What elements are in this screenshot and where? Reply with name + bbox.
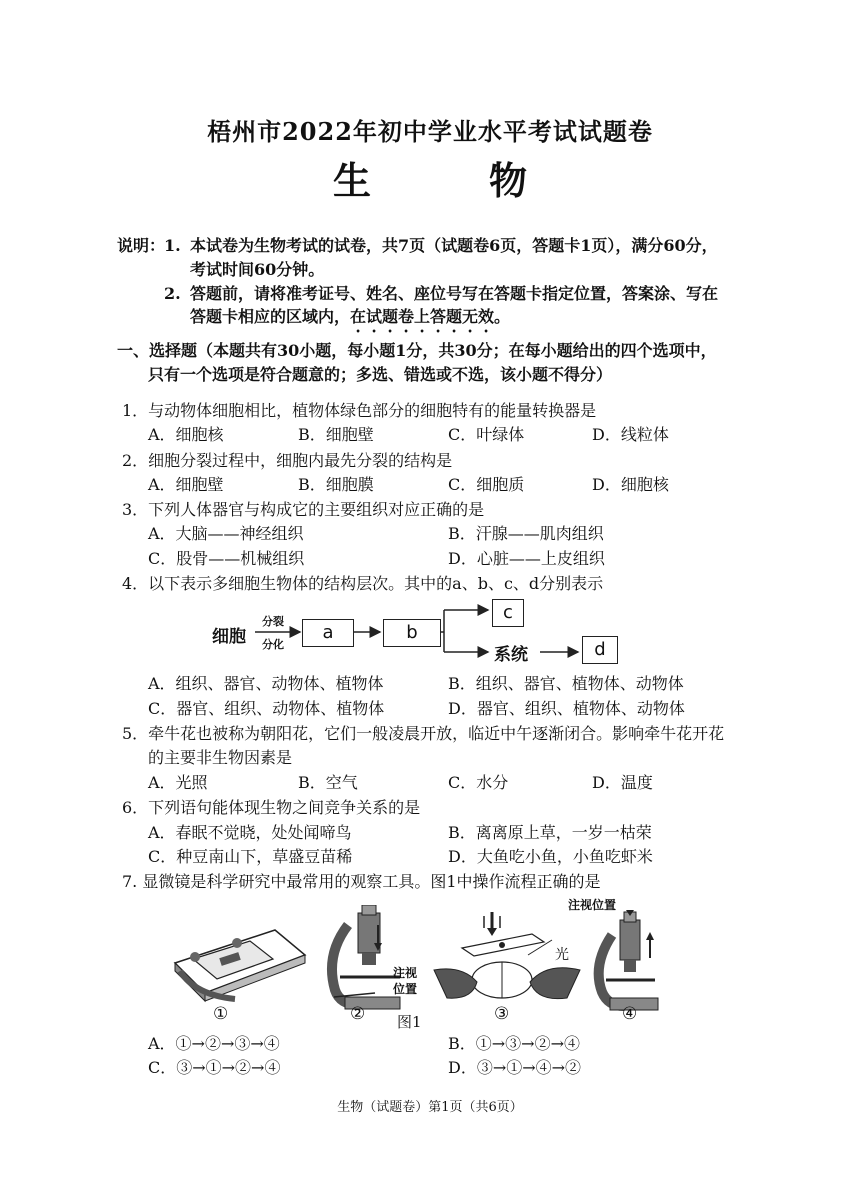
microscope-lowering-illustration bbox=[320, 905, 420, 1015]
note-2-emphasis: 在试题卷上答题无效 bbox=[350, 307, 495, 326]
note-2-label: 2. bbox=[164, 284, 181, 303]
note-2-line-1: 答题前，请将准考证号、姓名、座位号写在答题卡指定位置，答案涂、写在 bbox=[190, 284, 719, 303]
q3-option-a: A．大脑——神经组织 bbox=[148, 524, 304, 543]
page-footer: 生物（试题卷）第1页（共6页） bbox=[337, 1100, 523, 1115]
microscope-stage-illustration bbox=[165, 925, 310, 1005]
q2-option-c: C．细胞质 bbox=[448, 475, 525, 494]
q5-option-a: A．光照 bbox=[148, 773, 208, 792]
q7-option-d: D．③→①→④→② bbox=[448, 1058, 582, 1077]
figure-note-position: 位置 bbox=[393, 982, 418, 996]
q2-option-a: A．细胞壁 bbox=[148, 475, 224, 494]
diagram-start-cell: 细胞 bbox=[212, 627, 246, 647]
q2-option-b: B．细胞膜 bbox=[298, 475, 374, 494]
q4-option-b: B．组织、器官、植物体、动物体 bbox=[448, 674, 684, 693]
q3-option-b: B．汗腺——肌肉组织 bbox=[448, 524, 604, 543]
figure-caption: 图1 bbox=[397, 1013, 422, 1031]
q6-option-d: D．大鱼吃小鱼，小鱼吃虾米 bbox=[448, 847, 653, 866]
microscope-raising-illustration bbox=[590, 910, 665, 1015]
note-2-line-2a: 答题卡相应的区域内， bbox=[190, 307, 351, 326]
subject-title: 生 物 bbox=[332, 158, 567, 203]
note-1-label: 1. bbox=[164, 236, 181, 255]
q5-option-c: C．水分 bbox=[448, 773, 509, 792]
q4-option-d: D．器官、组织、植物体、动物体 bbox=[448, 699, 685, 718]
q6-option-c: C．种豆南山下，草盛豆苗稀 bbox=[148, 847, 353, 866]
diagram-box-a: a bbox=[302, 619, 354, 647]
question-1-stem: 1．与动物体细胞相比，植物体绿色部分的细胞特有的能量转换器是 bbox=[122, 401, 597, 420]
q1-option-c: C．叶绿体 bbox=[448, 425, 525, 444]
question-6-stem: 6．下列语句能体现生物之间竞争关系的是 bbox=[122, 798, 421, 817]
q5-option-d: D．温度 bbox=[592, 773, 653, 792]
q4-option-c: C．器官、组织、动物体、植物体 bbox=[148, 699, 385, 718]
diagram-system-label: 系统 bbox=[494, 645, 528, 665]
q6-option-b: B．离离原上草，一岁一枯荣 bbox=[448, 823, 652, 842]
note-1-line-1: 本试卷为生物考试的试卷，共7页（试题卷6页，答题卡1页），满分60分， bbox=[190, 236, 718, 255]
figure-label-4: ④ bbox=[622, 1004, 638, 1024]
q5-option-b: B．空气 bbox=[298, 773, 358, 792]
question-5-stem: 5．牵牛花也被称为朝阳花，它们一般凌晨开放，临近中午逐渐闭合。影响牵牛花开花 bbox=[122, 724, 725, 743]
diagram-box-d: d bbox=[582, 636, 618, 664]
notes-prefix: 说明： bbox=[117, 236, 166, 255]
question-5-stem-cont: 的主要非生物因素是 bbox=[148, 748, 293, 767]
exam-title: 梧州市2022年初中学业水平考试试题卷 bbox=[207, 117, 653, 146]
diagram-box-c: c bbox=[492, 599, 524, 627]
q1-option-d: D．线粒体 bbox=[592, 425, 669, 444]
question-2-stem: 2．细胞分裂过程中，细胞内最先分裂的结构是 bbox=[122, 451, 453, 470]
diagram-arrow-label-division: 分裂 bbox=[262, 615, 284, 628]
q4-option-a: A．组织、器官、动物体、植物体 bbox=[148, 674, 384, 693]
diagram-arrow-label-differentiation: 分化 bbox=[262, 638, 284, 651]
figure-label-2: ② bbox=[350, 1004, 366, 1024]
question-4-stem: 4．以下表示多细胞生物体的结构层次。其中的a、b、c、d分别表示 bbox=[122, 574, 604, 593]
note-1-line-2: 考试时间60分钟。 bbox=[190, 260, 325, 279]
diagram-box-b: b bbox=[383, 619, 441, 647]
section-desc-1: （本题共有30小题，每小题1分，共30分；在每小题给出的四个选项中， bbox=[197, 341, 717, 360]
question-7-stem: 7. 显微镜是科学研究中最常用的观察工具。图1中操作流程正确的是 bbox=[122, 872, 601, 891]
section-desc-2: 只有一个选项是符合题意的；多选、错选或不选，该小题不得分） bbox=[148, 365, 613, 384]
q6-option-a: A．春眠不觉晓，处处闻啼鸟 bbox=[148, 823, 352, 842]
q3-option-c: C．股骨——机械组织 bbox=[148, 549, 305, 568]
note-2-line-2c: 。 bbox=[494, 307, 511, 326]
section-head: 一、选择题 bbox=[117, 341, 198, 360]
question-3-stem: 3．下列人体器官与构成它的主要组织对应正确的是 bbox=[122, 500, 485, 519]
q1-option-b: B．细胞壁 bbox=[298, 425, 374, 444]
q1-option-a: A．细胞核 bbox=[148, 425, 224, 444]
q7-option-b: B．①→③→②→④ bbox=[448, 1034, 580, 1053]
figure-label-1: ① bbox=[213, 1004, 229, 1024]
q2-option-d: D．细胞核 bbox=[592, 475, 669, 494]
q3-option-d: D．心脏——上皮组织 bbox=[448, 549, 605, 568]
q7-option-c: C．③→①→②→④ bbox=[148, 1058, 281, 1077]
figure-note-watch-position: 注视位置 bbox=[568, 898, 617, 912]
figure-note-light: 光 bbox=[555, 947, 569, 963]
figure-label-3: ③ bbox=[494, 1004, 510, 1024]
section-header bbox=[117, 338, 717, 363]
note-2-line-2 bbox=[190, 304, 510, 336]
figure-note-watch: 注视 bbox=[393, 966, 418, 980]
q7-option-a: A．①→②→③→④ bbox=[148, 1034, 280, 1053]
